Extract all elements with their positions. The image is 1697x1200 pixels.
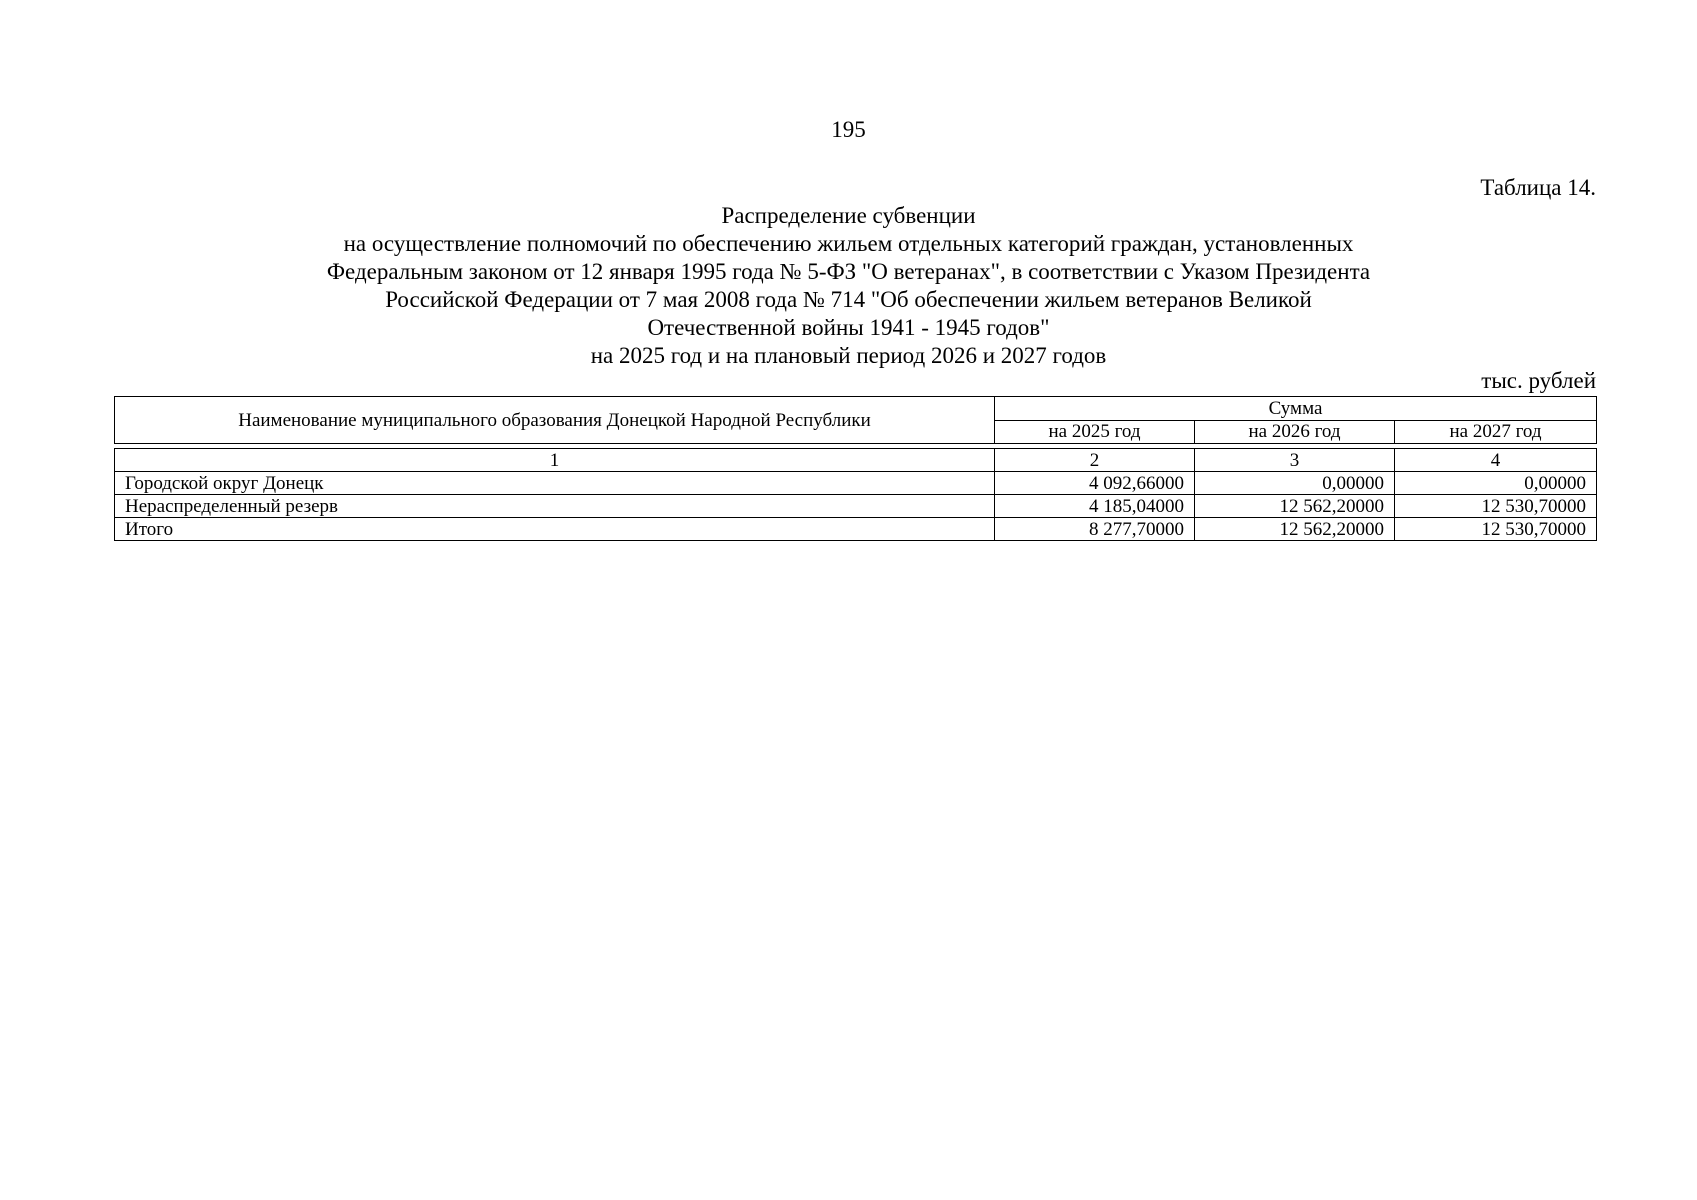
amount-2025-cell: 8 277,70000 [995,518,1195,541]
municipality-cell: Городской округ Донецк [115,472,995,495]
column-number-cell: 2 [995,449,1195,472]
column-number-cell: 1 [115,449,995,472]
amount-2026-cell: 12 562,20000 [1195,495,1395,518]
total-row [115,518,1597,541]
title-line: на осуществление полномочий по обеспечению жильем отдельных категорий граждан, установленных [343,231,1354,256]
header-sum-cell: Сумма [995,397,1597,421]
units-label: тыс. рублей [1481,368,1596,393]
page-number: 195 [831,117,866,142]
title-line: Распределение субвенции [721,203,976,228]
municipality-cell: Итого [115,518,995,541]
header-name-cell: Наименование муниципального образования Донецкой Народной Республики [115,397,995,444]
title-line: Отечественной войны 1941 - 1945 годов" [647,315,1050,340]
amount-2025-cell: 4 185,04000 [995,495,1195,518]
title-line: Федеральным законом от 12 января 1995 года № 5-ФЗ "О ветеранах", в соответствии с Указом Президента [326,259,1371,284]
header-year-cell: на 2025 год [995,420,1195,444]
amount-2026-cell: 0,00000 [1195,472,1395,495]
table-label: Таблица 14. [1480,175,1596,200]
amount-2027-cell: 12 530,70000 [1395,495,1597,518]
column-number-cell: 4 [1395,449,1597,472]
header-year-cell: на 2026 год [1195,420,1395,444]
header-year-cell: на 2027 год [1395,420,1597,444]
amount-2027-cell: 0,00000 [1395,472,1597,495]
amount-2026-cell: 12 562,20000 [1195,518,1395,541]
table-row [115,472,1597,495]
amount-2025-cell: 4 092,66000 [995,472,1195,495]
title-line: на 2025 год и на плановый период 2026 и 2027 годов [590,343,1107,368]
data-table [114,448,1597,541]
table-header [114,396,1597,444]
municipality-cell: Нераспределенный резерв [115,495,995,518]
document-title [200,202,1497,370]
column-number-row [115,449,1597,472]
title-line: Российской Федерации от 7 мая 2008 года № 714 "Об обеспечении жильем ветеранов Великой [385,287,1312,312]
column-number-cell: 3 [1195,449,1395,472]
amount-2027-cell: 12 530,70000 [1395,518,1597,541]
table-row [115,495,1597,518]
